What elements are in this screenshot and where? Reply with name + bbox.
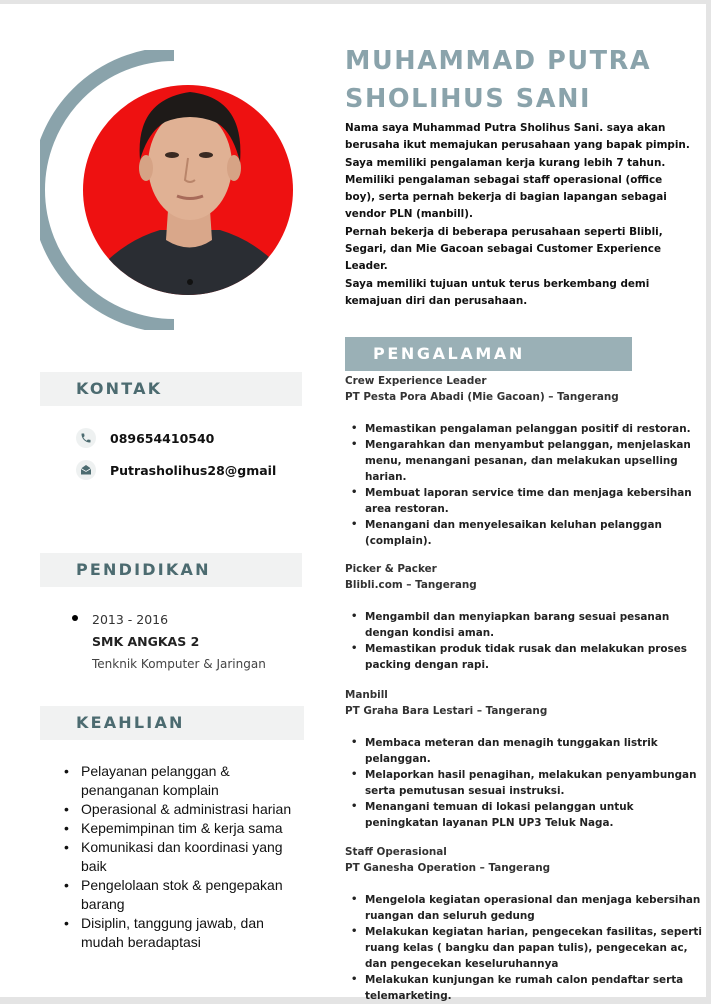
bullet-icon (72, 615, 78, 621)
skill-item: • Operasional & administrasi harian (64, 800, 304, 819)
job-duty: • Menangani temuan di lokasi pelanggan untuk peningkatan layanan PLN UP3 Teluk Naga. (351, 799, 705, 831)
job-entry (345, 561, 705, 673)
job-role: Staff Operasional (345, 846, 447, 858)
envelope-icon (76, 460, 96, 480)
job-duty: • Memastikan produk tidak rusak dan melakukan proses packing dengan rapi. (351, 641, 705, 673)
contact-phone (76, 428, 214, 448)
job-role: Picker & Packer (345, 563, 437, 575)
skill-item: • Pelayanan pelanggan & penanganan komplain (64, 762, 304, 800)
job-duty: • Membaca meteran dan menagih tunggakan listrik pelanggan. (351, 735, 705, 767)
profile-summary (345, 120, 695, 310)
job-duties (345, 421, 705, 549)
skill-item: • Disiplin, tanggung jawab, dan mudah beradaptasi (64, 914, 304, 952)
job-duty: • Melaporkan hasil penagihan, melakukan penyambungan serta pemutusan sesuai instruksi. (351, 767, 705, 799)
skill-item: • Kepemimpinan tim & kerja sama (64, 819, 304, 838)
job-entry (345, 844, 705, 1004)
experience-section-title: PENGALAMAN (373, 344, 525, 363)
education-years: 2013 - 2016 (92, 612, 169, 627)
name-line-1: MUHAMMAD PUTRA (345, 46, 652, 76)
education-section-title: PENDIDIKAN (76, 560, 211, 579)
skills-section-title: KEAHLIAN (76, 713, 185, 732)
job-duty: • Membuat laporan service time dan menjaga kebersihan area restoran. (351, 485, 705, 517)
email-address[interactable]: Putrasholihus28@gmail (110, 462, 277, 478)
summary-paragraph: Saya memiliki tujuan untuk terus berkembang demi kemajuan diri dan perusahaan. (345, 277, 650, 307)
job-duty: • Mengarahkan dan menyambut pelanggan, menjelaskan menu, menangani pesanan, dan melakukan upselling harian. (351, 437, 705, 485)
job-duty: • Menangani dan menyelesaikan keluhan pelanggan (complain). (351, 517, 705, 549)
job-duty: • Melakukan kunjungan ke rumah calon pendaftar serta telemarketing. (351, 972, 705, 1004)
summary-paragraph: Memiliki pengalaman sebagai staff operasional (office boy), serta pernah bekerja di bagian lapangan sebagai vendor PLN (manbill). (345, 173, 667, 221)
candidate-name (345, 42, 695, 118)
education-major: Tenknik Komputer & Jaringan (92, 657, 266, 671)
job-role: Crew Experience Leader (345, 375, 487, 387)
profile-photo (40, 50, 300, 330)
job-duties (345, 609, 705, 673)
summary-paragraph: Pernah bekerja di beberapa perusahaan seperti Blibli, Segari, dan Mie Gacoan sebagai Customer Experience Leader. (345, 225, 663, 273)
job-company: Blibli.com – Tangerang (345, 579, 477, 591)
phone-icon (76, 428, 96, 448)
summary-paragraph: Saya memiliki pengalaman kerja kurang lebih 7 tahun. (345, 156, 666, 169)
contact-email (76, 460, 276, 480)
job-entry (345, 687, 705, 831)
job-duty: • Mengelola kegiatan operasional dan menjaga kebersihan ruangan dan seluruh gedung (351, 892, 705, 924)
education-school: SMK ANGKAS 2 (92, 634, 200, 649)
job-company: PT Pesta Pora Abadi (Mie Gacoan) – Tangerang (345, 391, 619, 403)
education-section-header (40, 553, 302, 587)
skill-item: • Komunikasi dan koordinasi yang baik (64, 838, 304, 876)
job-role: Manbill (345, 689, 388, 701)
job-duty: • Melakukan kegiatan harian, pengecekan fasilitas, seperti ruang kelas ( bangku dan papan tulis), pengecekan ac, dan pengecekan keseluruhannya (351, 924, 705, 972)
contact-section-header (40, 372, 302, 406)
job-entry (345, 373, 705, 549)
job-duties (345, 892, 705, 1004)
name-line-2: SHOLIHUS SANI (345, 84, 592, 114)
job-company: PT Graha Bara Lestari – Tangerang (345, 705, 548, 717)
phone-number[interactable]: 089654410540 (110, 430, 215, 446)
job-duty: • Memastikan pengalaman pelanggan positif di restoran. (351, 421, 705, 437)
resume-page (0, 4, 706, 1002)
profile-photo-graphic (40, 50, 300, 330)
contact-section-title: KONTAK (76, 379, 163, 398)
skill-item: • Pengelolaan stok & pengepakan barang (64, 876, 304, 914)
experience-section-header (345, 337, 632, 371)
job-duty: • Mengambil dan menyiapkan barang sesuai pesanan dengan kondisi aman. (351, 609, 705, 641)
job-duties (345, 735, 705, 831)
job-company: PT Ganesha Operation – Tangerang (345, 862, 551, 874)
skills-list (64, 762, 304, 952)
summary-paragraph: Nama saya Muhammad Putra Sholihus Sani. saya akan berusaha ikut memajukan perusahaan yang bapak pimpin. (345, 122, 690, 152)
skills-section-header (40, 706, 304, 740)
